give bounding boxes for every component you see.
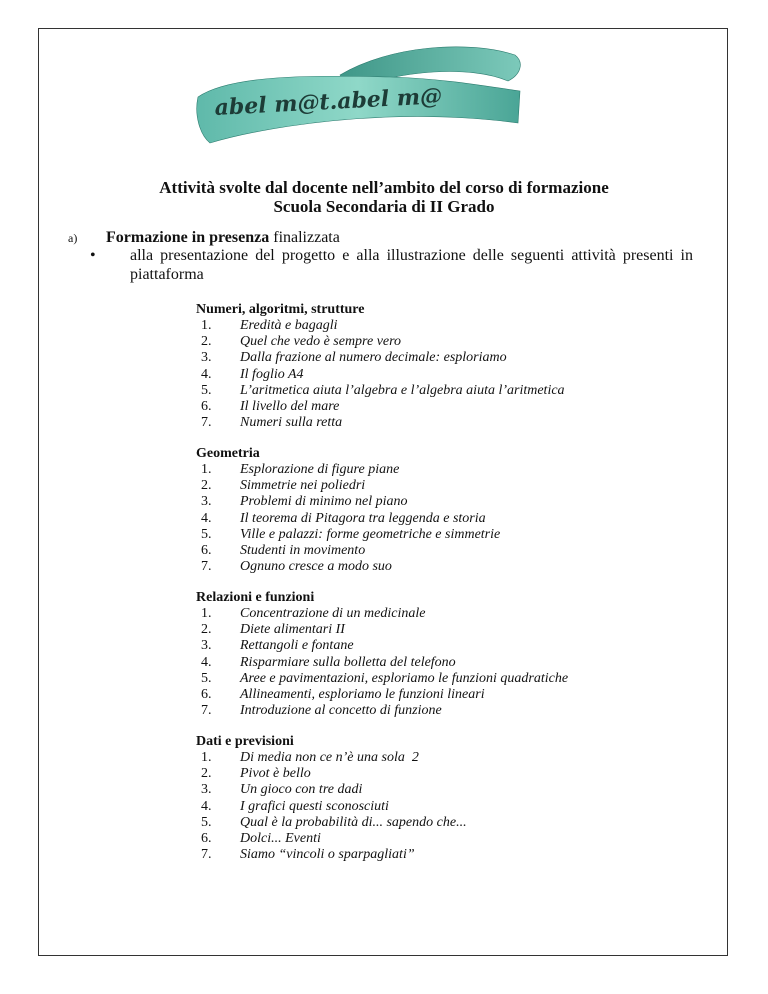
list-item: 1. Di media non ce n’è una sola 2 [201,750,419,765]
section-marker: a) [68,231,78,245]
activity-list [196,750,716,863]
list-item: 1. Eredità e bagagli [201,318,338,333]
list-item: 4. Risparmiare sulla bolletta del telefono [201,654,456,670]
bullet-text: alla presentazione del progetto e alla illustrazione delle seguenti attività presenti in piattaforma [130,247,693,283]
activity-list [196,462,716,575]
list-item: 6. Studenti in movimento [201,542,366,558]
list-item: 3. Problemi di minimo nel piano [201,494,408,510]
mobius-logo [190,35,530,150]
list-item: 5. Ville e palazzi: forme geometriche e simmetrie [201,526,501,542]
list-item: 7. Ognuno cresce a modo suo [201,559,392,575]
activity-list [196,606,716,719]
list-item: 1. Esplorazione di figure piane [201,462,400,477]
group-title: Geometria [196,446,260,461]
list-item: 6. Il livello del mare [201,398,340,414]
list-item: 6. Allineamenti, esploriamo le funzioni lineari [201,686,485,702]
list-item: 3. Dalla frazione al numero decimale: esploriamo [201,350,507,366]
list-item: 7. Introduzione al concetto di funzione [201,703,442,719]
activity-group-geometria [196,445,716,575]
list-item: 2. Quel che vedo è sempre vero [201,334,402,350]
list-item: 2. Simmetrie nei poliedri [201,478,366,494]
list-item: 3. Rettangoli e fontane [201,638,354,654]
group-title: Numeri, algoritmi, strutture [196,302,365,317]
logo-text: abel m@t.abel m@ [213,83,443,121]
list-item: 1. Concentrazione di un medicinale [201,606,426,621]
activity-group-dati [196,733,716,863]
list-item: 4. Il teorema di Pitagora tra leggenda e storia [201,510,486,526]
list-item: 2. Pivot è bello [201,766,311,782]
activity-group-numeri [196,301,716,431]
list-item: 5. Qual è la probabilità di... sapendo che... [201,814,467,830]
group-title: Dati e previsioni [196,734,294,749]
section-lead-rest: finalizzata [269,229,340,246]
list-item: 5. Aree e pavimentazioni, esploriamo le funzioni quadratiche [201,670,569,686]
list-item: 3. Un gioco con tre dadi [201,782,363,798]
bullet-dot: • [90,247,96,264]
section-a-heading [68,229,708,247]
list-item: 4. Il foglio A4 [201,366,304,382]
page-title-line2: Scuola Secondaria di II Grado [273,197,495,216]
list-item: 7. Numeri sulla retta [201,415,343,431]
group-title: Relazioni e funzioni [196,590,315,605]
page-title-line1: Attività svolte dal docente nell’ambito del corso di formazione [159,178,609,197]
list-item: 5. L’aritmetica aiuta l’algebra e l’algebra aiuta l’aritmetica [201,382,565,398]
section-lead: Formazione in presenza [106,229,270,246]
list-item: 4. I grafici questi sconosciuti [201,798,389,814]
list-item: 2. Diete alimentari II [201,622,345,638]
list-item: 6. Dolci... Eventi [201,830,321,846]
list-item: 7. Siamo “vincoli o sparpagliati” [201,847,415,863]
activity-group-relazioni [196,589,716,719]
activity-list [196,318,716,431]
